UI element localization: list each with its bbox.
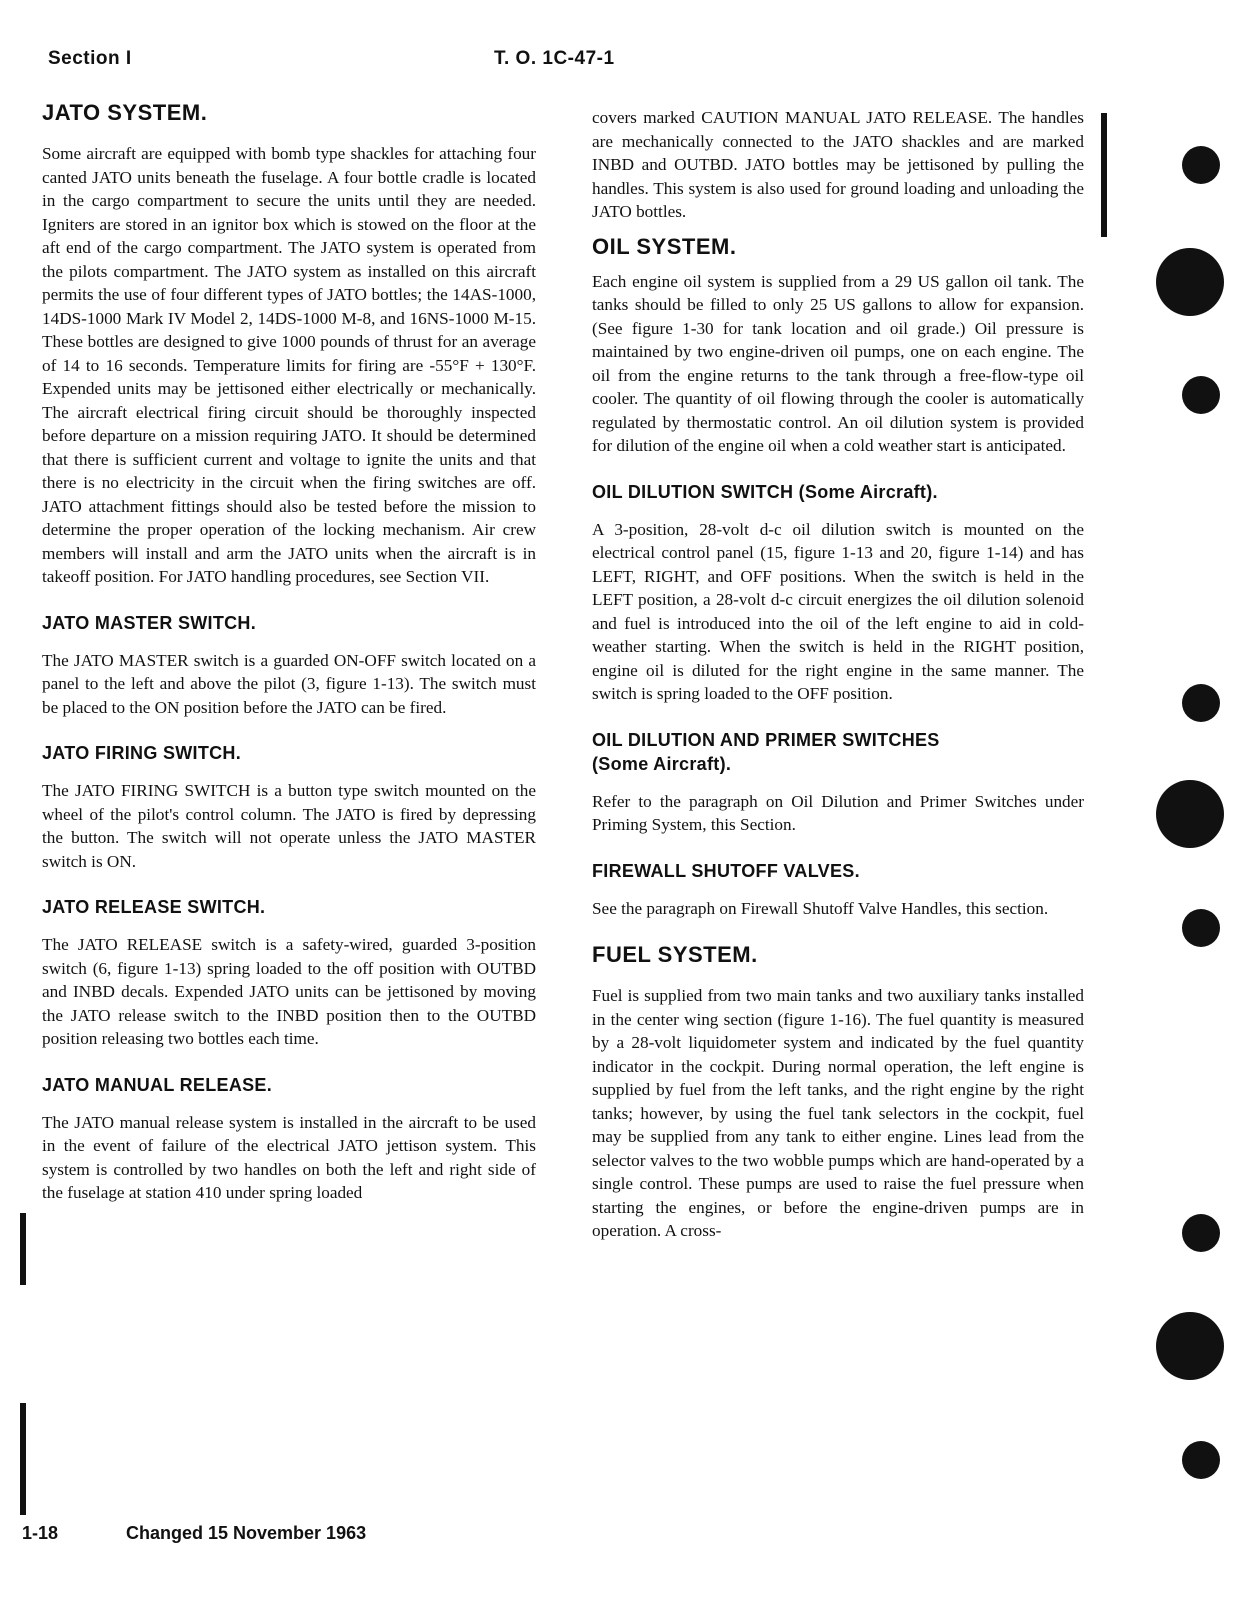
oil-dilution-switch-heading: OIL DILUTION SWITCH (Some Aircraft). [592, 481, 938, 502]
fuel-system-heading: FUEL SYSTEM. [592, 942, 758, 967]
revision-bar-right-top [1101, 113, 1107, 237]
oil-dilution-primer-paragraph: Refer to the paragraph on Oil Dilution and Primer Switches under Priming System, this Section. [592, 791, 1084, 834]
jato-firing-switch-paragraph: The JATO FIRING SWITCH is a button type switch mounted on the wheel of the pilot's control column. The JATO is fired by depressing the button. The switch will not operate unless the JATO MASTER switch is ON. [42, 781, 536, 871]
binder-hole [1182, 1441, 1220, 1479]
oil-dilution-primer-heading [592, 728, 1084, 776]
oil-system-heading: OIL SYSTEM. [592, 233, 737, 259]
binder-hole [1182, 909, 1220, 947]
right-column [592, 106, 1084, 1265]
firewall-shutoff-heading: FIREWALL SHUTOFF VALVES. [592, 860, 860, 881]
binder-hole [1182, 146, 1220, 184]
fuel-system-paragraph: Fuel is supplied from two main tanks and two auxiliary tanks installed in the center wing section (figure 1-16). The fuel quantity is measured by a 28-volt liquidometer system and indicated by the fuel quantity indicator in the cockpit. During normal operation, the left engine is supplied by fuel from the left tanks, and the right engine by the right tanks; however, by using the fuel tank selectors in the cockpit, fuel may be supplied from any tank to either engine. Lines lead from the selector valves to the two wobble pumps which are hand-operated by a single control. These pumps are used to raise the fuel pressure when starting the engines, or before the engine-driven pumps are in operation. A cross- [592, 986, 1084, 1240]
jato-manual-release-paragraph: The JATO manual release system is installed in the aircraft to be used in the event of failure of the electrical JATO jettison system. This system is controlled by two handles on both the left and right side of the fuselage at station 410 under spring loaded [42, 1112, 536, 1202]
firewall-shutoff-paragraph: See the paragraph on Firewall Shutoff Valve Handles, this section. [592, 898, 1049, 918]
oil-system-paragraph: Each engine oil system is supplied from a 29 US gallon oil tank. The tanks should be filled to only 25 US gallons to allow for expansion. (See figure 1-30 for tank location and oil grade.) Oil pressure is maintained by two engine-driven oil pumps, one on each engine. The oil from the engine returns to the tank through a free-flow-type oil cooler. The quantity of oil flowing through the cooler is automatically regulated by thermostatic control. An oil dilution system is provided for dilution of the engine oil when a cold weather start is anticipated. [592, 271, 1084, 455]
section-label: Section I [48, 48, 132, 69]
jato-system-heading: JATO SYSTEM. [42, 100, 208, 125]
jato-release-switch-heading: JATO RELEASE SWITCH. [42, 897, 266, 917]
oil-dilution-primer-heading-line2: (Some Aircraft). [592, 753, 732, 774]
binder-hole [1156, 1312, 1224, 1380]
binder-hole [1156, 780, 1224, 848]
binder-hole [1182, 684, 1220, 722]
jato-master-switch-heading: JATO MASTER SWITCH. [42, 612, 257, 633]
jato-manual-release-continued: covers marked CAUTION MANUAL JATO RELEASE. The handles are mechanically connected to the JATO shackles and are marked INBD and OUTBD. JATO bottles may be jettisoned by pulling the handles. This system is also used for ground loading and unloading the JATO bottles. [592, 108, 1084, 221]
oil-dilution-primer-heading-line1: OIL DILUTION AND PRIMER SWITCHES [592, 729, 940, 750]
change-date: Changed 15 November 1963 [126, 1523, 367, 1543]
binder-hole [1182, 1214, 1220, 1252]
binder-hole [1182, 376, 1220, 414]
binder-hole [1156, 248, 1224, 316]
revision-bar-release-switch [20, 1213, 26, 1285]
jato-release-switch-paragraph: The JATO RELEASE switch is a safety-wired, guarded 3-position switch (6, figure 1-13) spring loaded to the off position with OUTBD and INBD decals. Expended JATO units can be jettisoned by moving the JATO release switch to the INBD position then to the OUTBD position releasing two bottles each time. [42, 935, 536, 1048]
jato-firing-switch-heading: JATO FIRING SWITCH. [42, 743, 242, 763]
jato-system-paragraph: Some aircraft are equipped with bomb type shackles for attaching four canted JATO units beneath the fuselage. A four bottle cradle is located in the cargo compartment to secure the units until they are needed. Igniters are stored in an ignitor box which is stowed on the floor at the aft end of the cargo compartment. The JATO system is operated from the pilots compartment. The JATO system as installed on this aircraft permits the use of four different types of JATO bottles; the 14AS-1000, 14DS-1000 Mark IV Model 2, 14DS-1000 M-8, and 16NS-1000 M-15. These bottles are designed to give 1000 pounds of thrust for an average of 14 to 16 seconds. Temperature limits for firing are -55°F + 130°F. Expended units may be jettisoned either electrically or mechanically. The aircraft electrical firing circuit should be thoroughly inspected before departure on a mission requiring JATO. It should be determined that there is sufficient current and voltage to ignite the units and that there is no electricity in the circuit when the firing switches are off. JATO attachment fittings should also be tested before the mission to determine the proper operation of the locking mechanism. Air crew members will install and arm the JATO units when the aircraft is in takeoff position. For JATO handling procedures, see Section VII. [42, 144, 536, 586]
jato-master-switch-paragraph: The JATO MASTER switch is a guarded ON-OFF switch located on a panel to the left and above the pilot (3, figure 1-13). The switch must be placed to the ON position before the JATO can be fired. [42, 650, 536, 717]
revision-bar-manual-release [20, 1403, 26, 1515]
oil-dilution-switch-paragraph: A 3-position, 28-volt d-c oil dilution switch is mounted on the electrical control panel (15, figure 1-13 and 20, figure 1-14) and has LEFT, RIGHT, and OFF positions. When the switch is held in the LEFT position, a 28-volt d-c circuit energizes the oil dilution solenoid and fuel is introduced into the oil of the left engine to aid in cold-weather starting. When the switch is held in the RIGHT position, engine oil is diluted for the right engine in the same manner. The switch is spring loaded to the OFF position. [592, 519, 1084, 703]
left-column [42, 100, 536, 1227]
jato-manual-release-heading: JATO MANUAL RELEASE. [42, 1074, 273, 1095]
page-number: 1-18 [22, 1523, 59, 1543]
to-number: T. O. 1C-47-1 [494, 48, 615, 69]
